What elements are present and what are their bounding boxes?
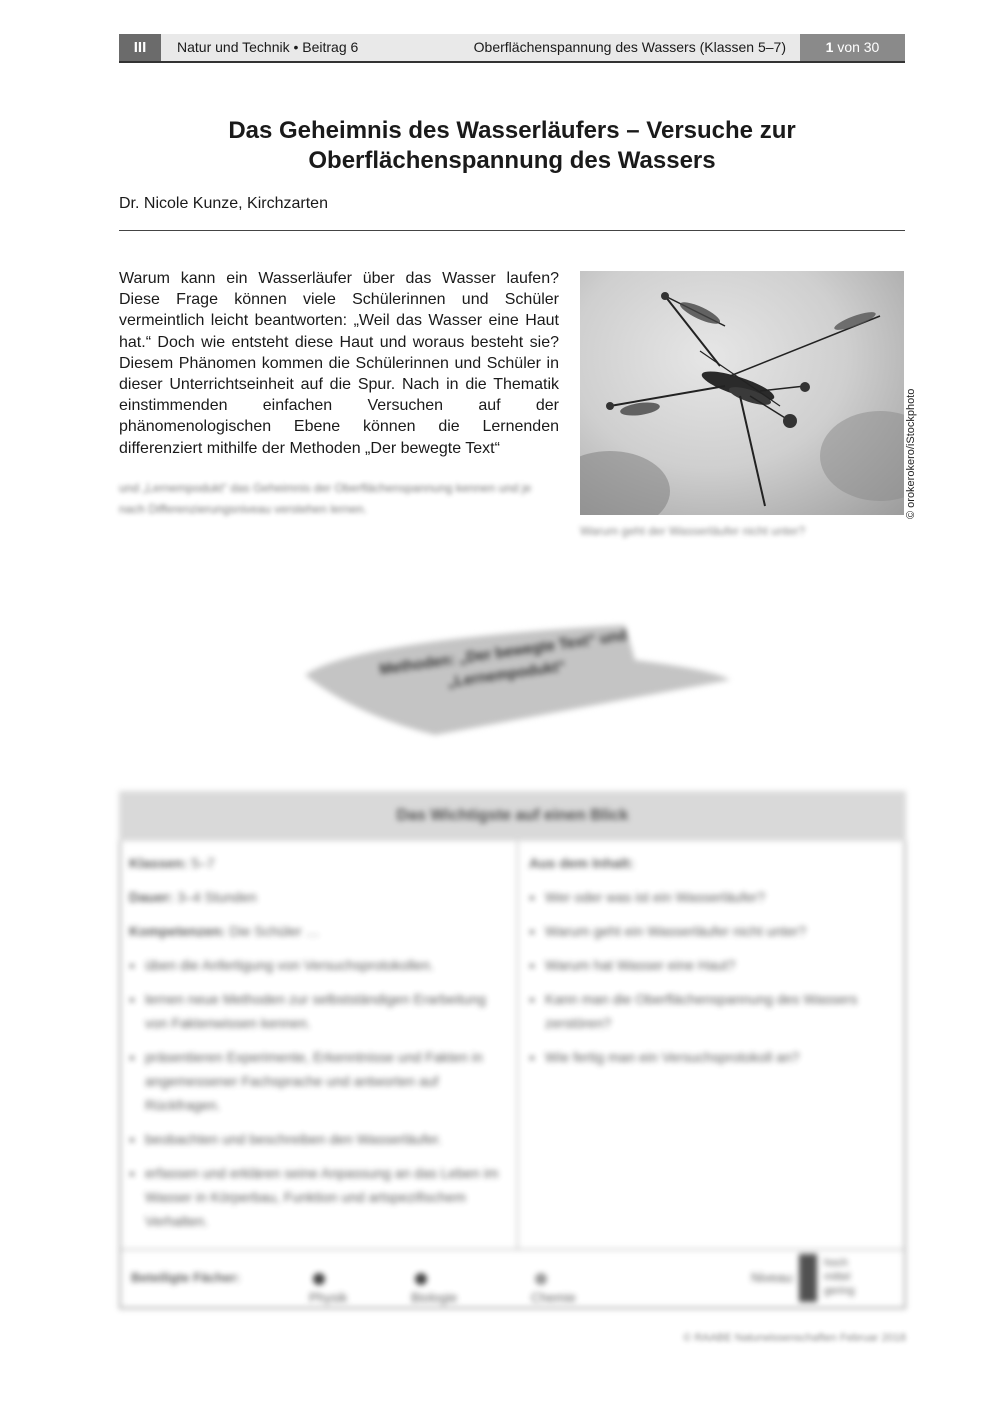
fach-biologie-label: Biologie xyxy=(411,1290,458,1305)
author: Dr. Nicole Kunze, Kirchzarten xyxy=(119,195,328,212)
summary-box xyxy=(119,791,906,1311)
dauer-value: 3–4 Stunden xyxy=(177,889,257,905)
biologie-dot-icon xyxy=(415,1273,427,1285)
kompetenzen-list xyxy=(129,953,504,1233)
title-rule xyxy=(119,230,905,231)
fach-physik-label: Physik xyxy=(309,1290,348,1305)
list-item: • üben die Anfertigung von Versuchsprotokollen. xyxy=(145,953,504,977)
summary-right-column xyxy=(529,851,899,1079)
niveau-levels: hoch mittel gering xyxy=(824,1257,855,1297)
niveau-bar-icon xyxy=(799,1254,817,1302)
summary-footer xyxy=(119,1249,906,1306)
photo-credit: © orokerokero/iStockphoto xyxy=(905,388,917,519)
page-header xyxy=(119,34,905,61)
dauer-label: Dauer: xyxy=(129,889,174,905)
chemie-dot-icon xyxy=(535,1273,547,1285)
summary-left-column xyxy=(129,851,504,1243)
kompetenzen-label: Kompetenzen: xyxy=(129,923,226,939)
faecher-label: Beteiligte Fächer: xyxy=(131,1270,241,1285)
page-current: 1 xyxy=(825,39,834,55)
page-total: von 30 xyxy=(837,39,880,55)
kompetenzen-row xyxy=(129,919,504,943)
page-title: Das Geheimnis des Wasserläufers – Versuche zur Oberflächenspannung des Wassers xyxy=(228,117,796,174)
header-info xyxy=(161,34,800,61)
photo-caption: Warum geht der Wasserläufer nicht unter? xyxy=(580,524,806,538)
list-item: • präsentieren Experimente, Erkenntnisse und Fakten in angemessener Fachsprache und antworten auf Rückfragen. xyxy=(145,1045,504,1117)
fach-chemie xyxy=(531,1270,576,1305)
list-item: • Wer oder was ist ein Wasserläufer? xyxy=(545,885,899,909)
water-strider-photo xyxy=(580,271,904,515)
copyright: © RAABE Naturwissenschaften Februar 2018 xyxy=(683,1332,906,1344)
methods-banner xyxy=(295,620,735,740)
list-item: • Warum geht ein Wasserläufer nicht unter? xyxy=(545,919,899,943)
klassen-row xyxy=(129,851,504,875)
physik-dot-icon xyxy=(313,1273,325,1285)
summary-heading: Das Wichtigste auf einen Blick xyxy=(119,791,906,841)
list-item: • erfassen und erklären seine Anpassung an das Leben im Wasser in Körperbau, Funktion und artspezifischem Verhalten. xyxy=(145,1161,504,1233)
list-item: • Kann man die Oberflächenspannung des Wassers zerstören? xyxy=(545,987,899,1035)
dauer-row xyxy=(129,885,504,909)
page-indicator xyxy=(800,34,905,61)
fach-physik xyxy=(309,1270,348,1305)
kompetenzen-value: Die Schüler … xyxy=(229,923,320,939)
header-rule xyxy=(119,61,905,63)
niveau-label: Niveau: xyxy=(751,1270,796,1285)
water-strider-illustration xyxy=(580,271,904,515)
header-topic: Oberflächenspannung des Wassers (Klassen 5–7) xyxy=(473,39,786,55)
list-item: • lernen neue Methoden zur selbstständigen Erarbeitung von Faktenwissen kennen. xyxy=(145,987,504,1035)
klassen-value: 5–7 xyxy=(191,855,215,871)
list-item: • Wie fertig man ein Versuchsprotokoll an? xyxy=(545,1045,899,1069)
inhalt-label: Aus dem Inhalt: xyxy=(529,855,635,871)
intro-continuation: und „Lernempodukt“ das Geheimnis der Oberflächenspannung kennen und je nach Differenzierungsniveau verstehen lernen. xyxy=(119,481,532,516)
list-item: • Warum hat Wasser eine Haut? xyxy=(545,953,899,977)
section-number: III xyxy=(119,34,161,61)
header-subject: Natur und Technik • Beitrag 6 xyxy=(177,39,359,55)
intro-paragraph: Warum kann ein Wasserläufer über das Wasser laufen? Diese Frage können viele Schülerinnen und Schüler vermeintlich leicht beantworten: „Weil das Wasser eine Haut hat.“ Doch wie entsteht diese Haut und woraus besteht sie? Diesem Phänomen kommen die Schülerinnen und Schüler in dieser Unterrichtseinheit auf die Spur. Nach in die Thematik einstimmenden einfachen Versuchen auf der phänomenologischen Ebene können die Lernenden differenziert mithilfe der Methoden „Der bewegte Text“ xyxy=(119,270,559,457)
summary-divider xyxy=(517,841,518,1249)
fach-biologie xyxy=(411,1270,458,1305)
inhalt-list xyxy=(529,885,899,1069)
klassen-label: Klassen: xyxy=(129,855,188,871)
list-item: • beobachten und beschreiben den Wasserläufer. xyxy=(145,1127,504,1151)
banner-text: Methoden: „Der bewegte Text“ und „Lernempodukt“ xyxy=(378,626,629,692)
fach-chemie-label: Chemie xyxy=(531,1290,576,1305)
